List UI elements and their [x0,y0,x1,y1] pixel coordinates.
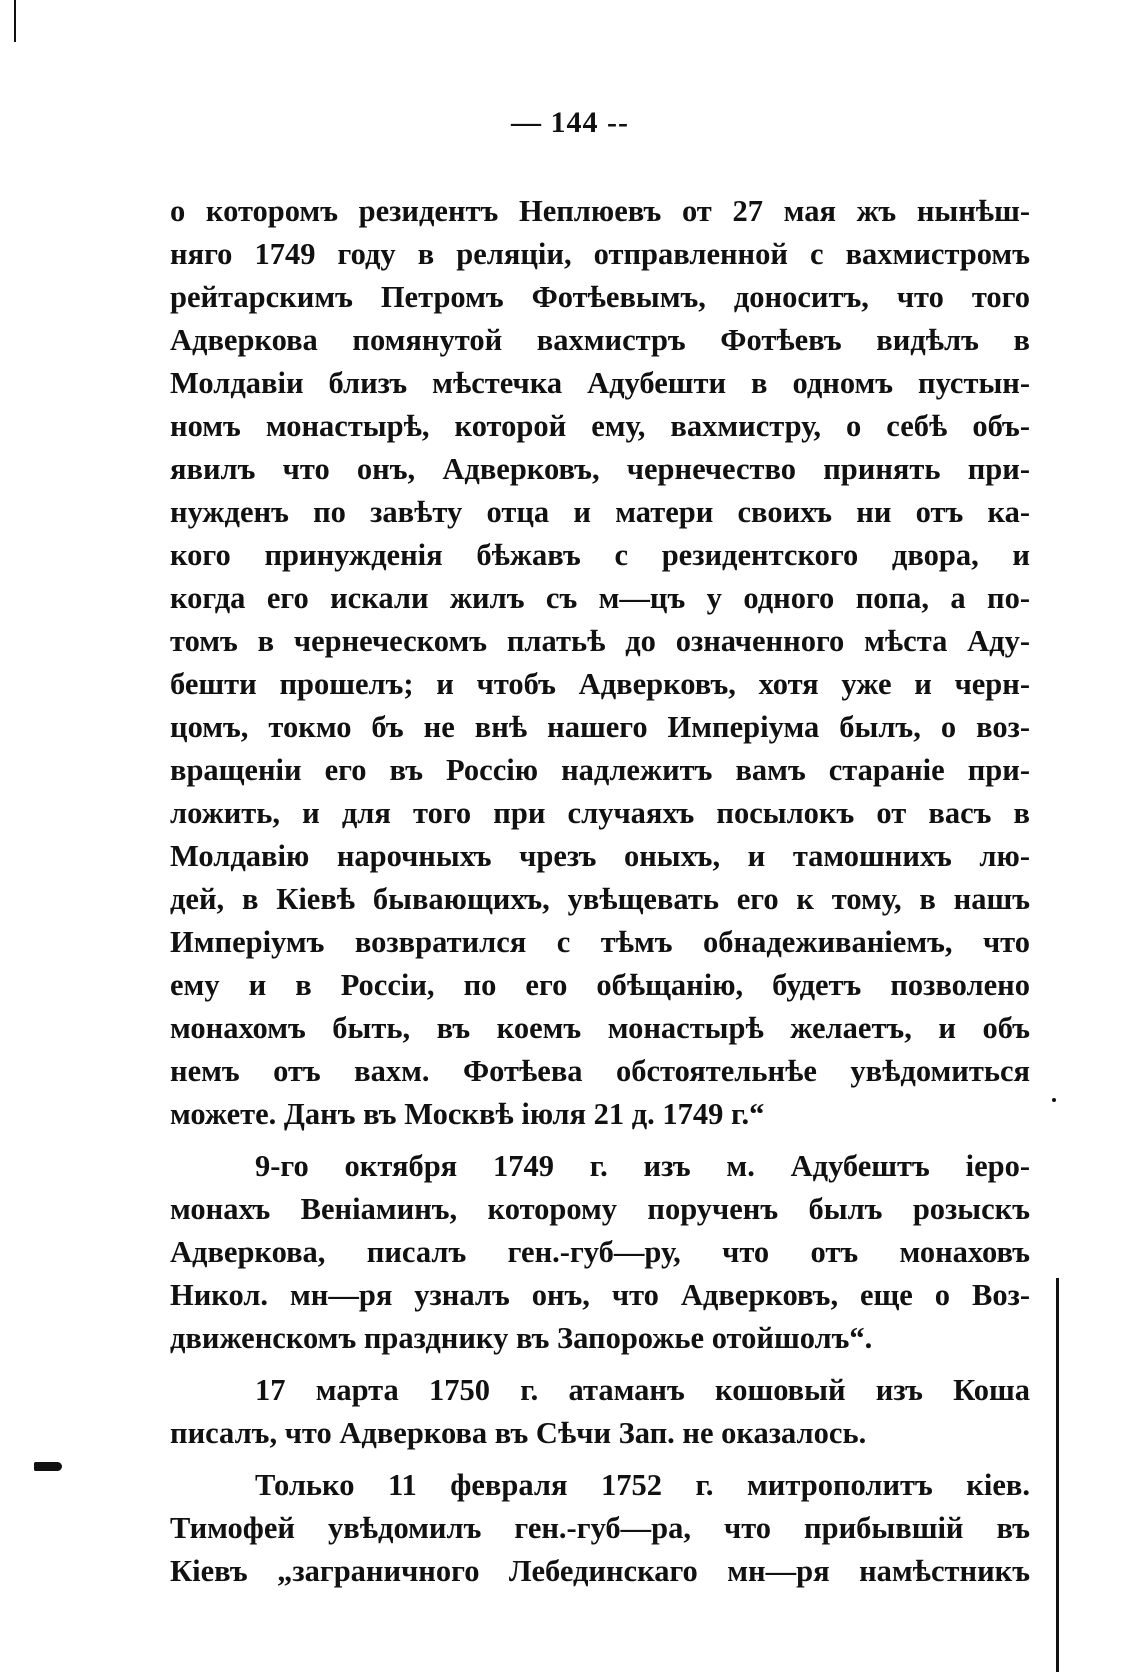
text-line: няго 1749 году в реляціи, отправленной с вахмистромъ [170,237,1030,271]
text-line: вращеніи его въ Россію надлежитъ вамъ стараніе при- [170,753,1030,787]
text-line: 9-го октября 1749 г. изъ м. Адубештъ іеро- [255,1149,1030,1183]
text-line: рейтарскимъ Петромъ Фотѣевымъ, доноситъ, что того [170,280,1030,314]
margin-pointer-mark [34,1462,62,1471]
scan-margin-dot [1052,1098,1056,1102]
text-line: Никол. мн—ря узналъ онъ, что Адверковъ, еще о Воз- [170,1278,1030,1312]
text-line: движенскомъ празднику въ Запорожье отойшолъ“. [170,1321,873,1355]
text-line: 17 марта 1750 г. атаманъ кошовый изъ Коша [255,1373,1030,1407]
text-line: когда его искали жилъ съ м—цъ у одного попа, а по- [170,581,1030,615]
text-line: номъ монастырѣ, которой ему, вахмистру, о себѣ объ- [170,409,1030,443]
text-line: Адверкова, писалъ ген.-губ—ру, что отъ монаховъ [170,1235,1030,1269]
text-line: монахъ Веніаминъ, которому порученъ былъ розыскъ [170,1192,1030,1226]
text-line: можете. Данъ въ Москвѣ іюля 21 д. 1749 г.“ [170,1097,765,1131]
text-line: дей, в Кіевѣ бывающихъ, увѣщевать его к тому, в нашъ [170,882,1030,916]
text-line: цомъ, токмо бъ не внѣ нашего Имперіума былъ, о воз- [170,710,1030,744]
text-line: Молдавію нарочныхъ чрезъ оныхъ, и тамошнихъ лю- [170,839,1030,873]
text-line: Кіевъ „заграничного Лебединскаго мн—ря намѣстникъ [170,1554,1030,1588]
text-line: о которомъ резидентъ Неплюевъ от 27 мая жъ нынѣш- [170,194,1030,228]
text-line: Молдавіи близъ мѣстечка Адубешти в одномъ пустын- [170,366,1030,400]
page-number: — 144 -- [511,106,629,139]
text-line: нужденъ по завѣту отца и матери своихъ ни отъ ка- [170,495,1030,529]
text-line: Имперіумъ возвратился с тѣмъ обнадеживаніемъ, что [170,925,1030,959]
scan-edge-line [14,0,16,42]
text-line: Тимофей увѣдомилъ ген.-губ—ра, что прибывшій въ [170,1511,1030,1545]
text-line: Адверкова помянутой вахмистръ Фотѣевъ видѣлъ в [170,323,1030,357]
body-text [170,190,1030,1593]
text-line: кого принужденія бѣжавъ с резидентского двора, и [170,538,1030,572]
text-line: бешти прошелъ; и чтобъ Адверковъ, хотя уже и черн- [170,667,1030,701]
text-line: немъ отъ вахм. Фотѣева обстоятельнѣе увѣдомиться [170,1054,1030,1088]
scan-edge-line-lower [1056,1278,1059,1672]
text-line: томъ в чернеческомъ платьѣ до означенного мѣста Аду- [170,624,1030,658]
text-line: ложить, и для того при случаяхъ посылокъ от васъ в [170,796,1030,830]
text-line: Только 11 февраля 1752 г. митрополитъ кіев. [255,1468,1030,1502]
text-line: писалъ, что Адверкова въ Сѣчи Зап. не оказалось. [170,1416,867,1450]
text-line: ему и в Россіи, по его обѣщанію, будетъ позволено [170,968,1030,1002]
text-line: монахомъ быть, въ коемъ монастырѣ желаетъ, и объ [170,1011,1030,1045]
text-line: явилъ что онъ, Адверковъ, чернечество принять при- [170,452,1030,486]
